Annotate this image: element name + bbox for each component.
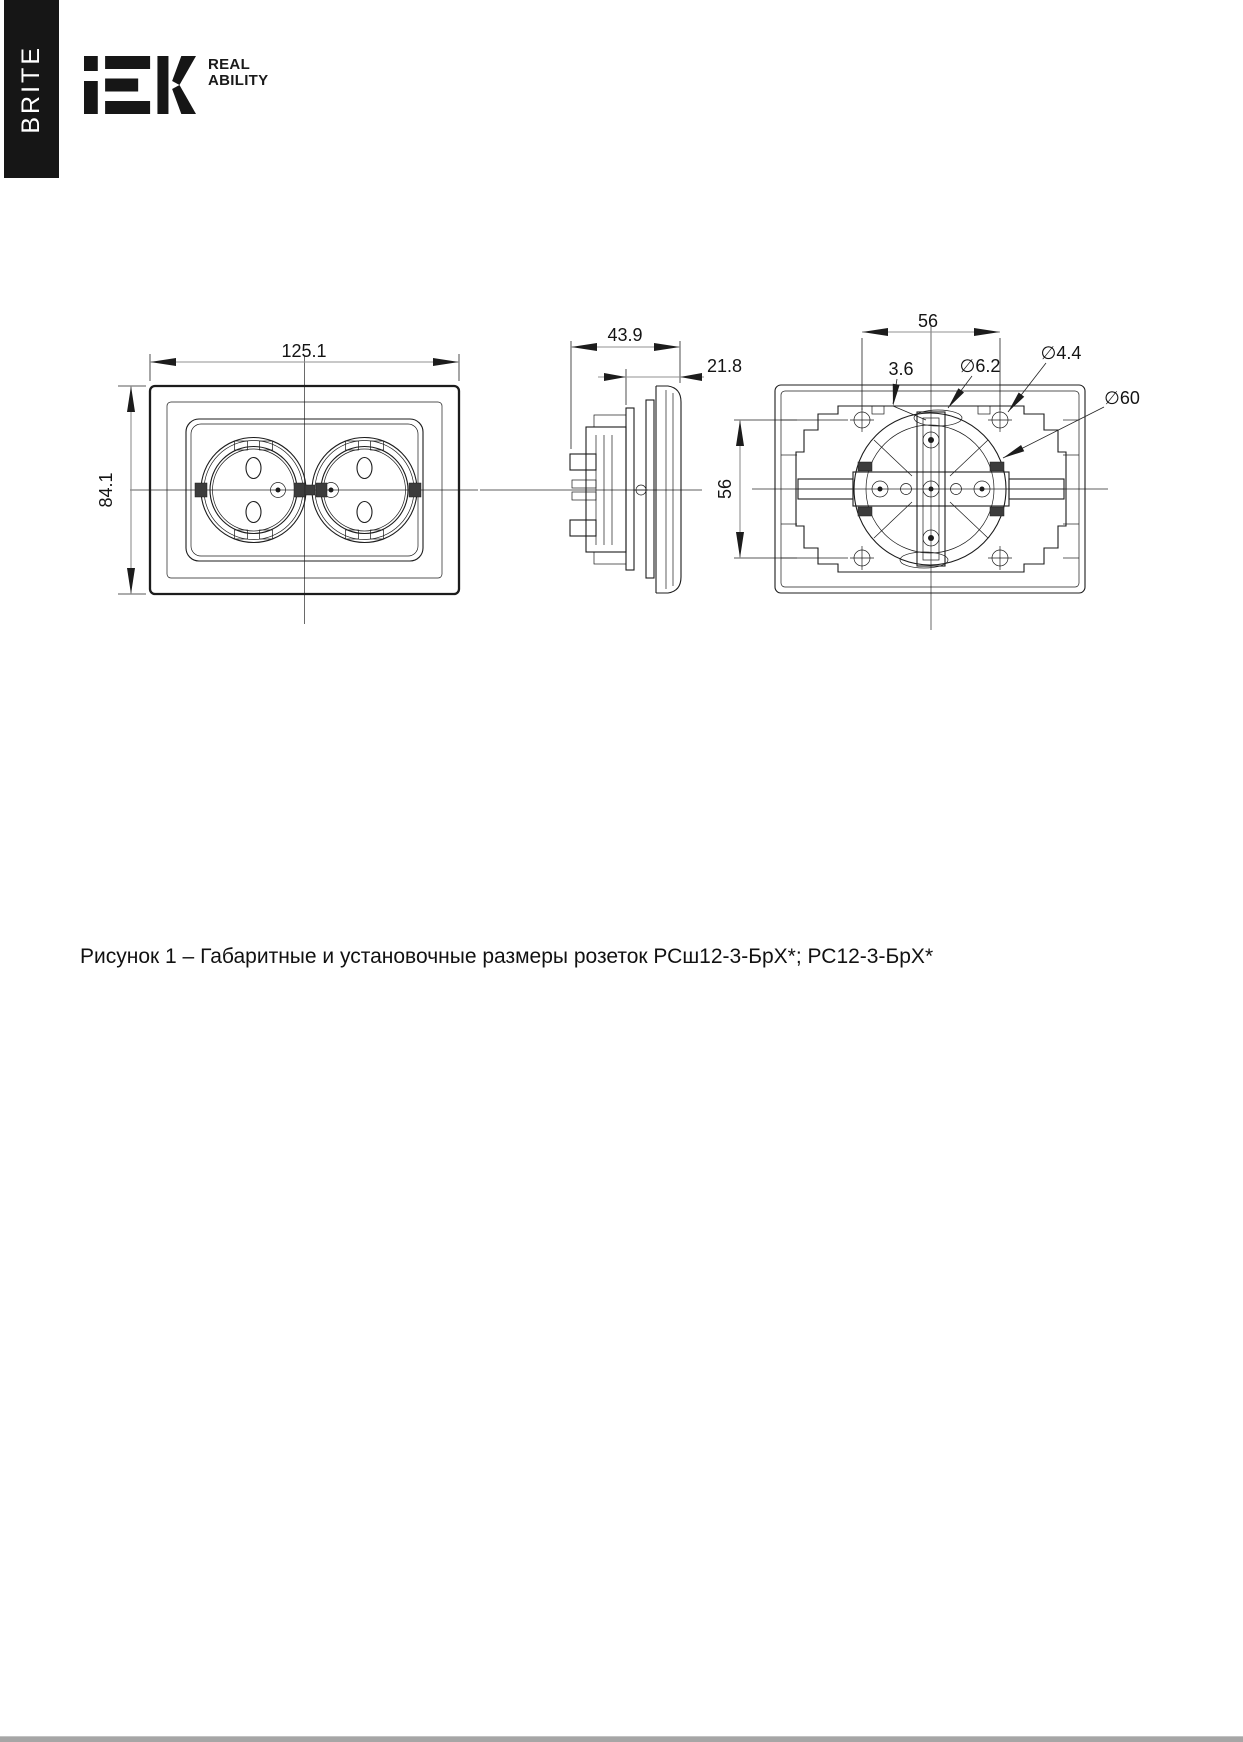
iek-logo-k-stem <box>157 56 168 114</box>
iek-logo-e-bar-mid <box>105 79 138 92</box>
dim-rear-hole-spacing-h: 56 <box>917 311 939 331</box>
dim-rear-hole-dia: ∅4.4 <box>1040 343 1082 363</box>
iek-logo-i-dot <box>84 56 98 71</box>
ground-clip <box>195 483 207 497</box>
figure-drawing <box>0 280 1243 640</box>
front-view <box>96 341 478 624</box>
mounting-hole <box>850 408 874 432</box>
figure-caption: Рисунок 1 – Габаритные и установочные размеры розеток РСш12-3-БрХ*; РС12-3-БрХ* <box>80 945 934 968</box>
ground-clip <box>305 485 315 495</box>
dim-rear-box-dia: ∅60 <box>1104 388 1140 408</box>
logo-slogan <box>208 57 268 89</box>
ground-clip <box>294 483 305 497</box>
iek-logo-e-bar-bottom <box>105 101 150 114</box>
dim-rear-hole-spacing-v: 56 <box>715 478 735 500</box>
ground-clip <box>409 483 421 497</box>
mounting-hole <box>850 546 874 570</box>
iek-logo-graphic <box>84 56 196 114</box>
footer-strip <box>0 1736 1243 1742</box>
brite-side-tab <box>4 0 59 178</box>
dim-rear-screw-dia: ∅6.2 <box>959 356 1001 376</box>
mounting-hole <box>988 546 1012 570</box>
slogan-line-2: ABILITY <box>208 72 269 89</box>
dim-front-width: 125.1 <box>281 341 327 361</box>
slogan-line-1: REAL <box>208 56 251 73</box>
iek-logo-k-lower <box>172 85 196 114</box>
iek-logo-e-bar-top <box>105 56 150 69</box>
dim-rear-gap: 3.6 <box>888 359 914 379</box>
iek-logo <box>84 56 196 116</box>
brite-label: BRITE <box>17 44 45 134</box>
dim-side-protrusion: 21.8 <box>707 356 743 376</box>
ground-clip <box>316 483 327 497</box>
rear-view <box>715 311 1140 630</box>
dim-side-depth: 43.9 <box>607 325 643 345</box>
side-view <box>480 325 742 593</box>
iek-logo-i-stem <box>84 81 98 114</box>
dim-front-height: 84.1 <box>96 472 116 508</box>
iek-logo-k-upper <box>172 56 196 85</box>
